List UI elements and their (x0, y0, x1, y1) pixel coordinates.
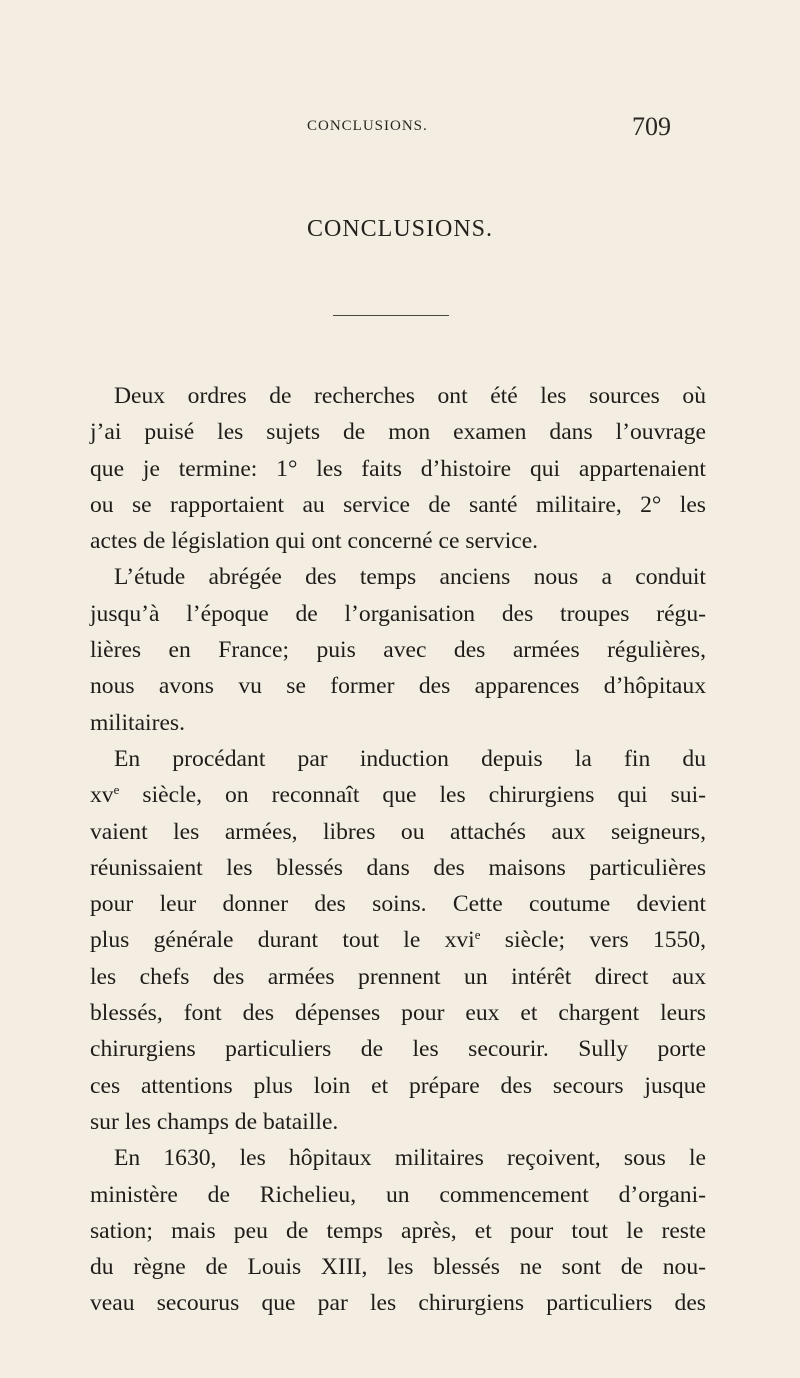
text-line (90, 1177, 706, 1213)
text-line (90, 451, 706, 487)
running-title: CONCLUSIONS. (307, 118, 428, 134)
text-line (90, 922, 706, 958)
text-line (90, 559, 706, 595)
text-line (90, 378, 706, 414)
superscript: e (474, 927, 481, 943)
text-line (90, 487, 706, 523)
text-line-content: sation; mais peu de temps après, et pour tout le reste (90, 1217, 706, 1244)
text-line-content: lières en France; puis avec des armées régulières, (90, 637, 706, 664)
text-line-content: L’étude abrégée des temps anciens nous a conduit (114, 564, 706, 591)
text-line (90, 959, 706, 995)
text-line (90, 1213, 706, 1249)
text-line-content: plus générale durant tout le xvi (90, 927, 475, 954)
text-line-content: Deux ordres de recherches ont été les sources où (114, 383, 706, 409)
text-line-content: jusqu’à l’époque de l’organisation des troupes régu- (90, 600, 706, 627)
text-line (90, 668, 706, 704)
text-line-content: j’ai puisé les sujets de mon examen dans l’ouvrage (90, 419, 706, 446)
text-line (90, 596, 706, 632)
text-line-content: réunissaient les blessés dans des maisons particulières (90, 854, 706, 881)
text-line (90, 814, 706, 850)
title-rule (333, 315, 449, 316)
text-line-content: vaient les armées, libres ou attachés aux seigneurs, (90, 818, 706, 845)
text-line-content: actes de législation qui ont concerné ce service. (90, 528, 539, 555)
text-line-content: du règne de Louis XIII, les blessés ne sont de nou- (90, 1254, 706, 1281)
text-line-content: pour leur donner des soins. Cette coutume devient (90, 891, 706, 918)
text-line (90, 850, 706, 886)
text-line (90, 632, 706, 668)
text-line-content: ou se rapportaient au service de santé militaire, 2° les (90, 491, 706, 518)
text-line (90, 777, 706, 813)
text-line (90, 1249, 706, 1285)
text-line-content: xv (90, 782, 114, 809)
superscript: e (113, 782, 120, 798)
body-text (90, 378, 706, 1322)
text-line-content: sur les champs de bataille. (90, 1108, 339, 1135)
text-line-content: les chefs des armées prennent un intérêt direct aux (90, 963, 706, 990)
text-line-content: En procédant par induction depuis la fin du (114, 745, 706, 772)
text-line-content: militaires. (90, 709, 186, 736)
chapter-title: CONCLUSIONS. (306, 216, 494, 242)
text-line (90, 1140, 706, 1176)
running-head (0, 112, 800, 142)
text-line (90, 1104, 706, 1140)
text-line (90, 1068, 706, 1104)
text-line (90, 886, 706, 922)
text-line (90, 1285, 706, 1321)
text-line-content: veau secourus que par les chirurgiens particuliers des (90, 1290, 706, 1317)
text-line-content: que je termine: 1° les faits d’histoire qui appartenaient (90, 455, 706, 482)
text-line (90, 741, 706, 777)
text-line-content: ces attentions plus loin et prépare des secours jusque (90, 1072, 706, 1099)
text-line (90, 414, 706, 450)
text-line (90, 523, 706, 559)
text-line (90, 1031, 706, 1067)
text-line (90, 705, 706, 741)
text-line-content: chirurgiens particuliers de les secourir. Sully porte (90, 1036, 706, 1063)
text-line-content: nous avons vu se former des apparences d’hôpitaux (90, 673, 706, 700)
text-line-continuation: siècle; vers 1550, (480, 927, 707, 954)
text-line-content: En 1630, les hôpitaux militaires reçoivent, sous le (114, 1145, 706, 1172)
text-line-content: ministère de Richelieu, un commencement d’organi- (90, 1181, 706, 1208)
text-line-content: blessés, font des dépenses pour eux et chargent leurs (90, 1000, 706, 1027)
text-line (90, 995, 706, 1031)
text-line-continuation: siècle, on reconnaît que les chirurgiens qui sui- (119, 782, 706, 809)
page-number: 709 (632, 112, 671, 141)
